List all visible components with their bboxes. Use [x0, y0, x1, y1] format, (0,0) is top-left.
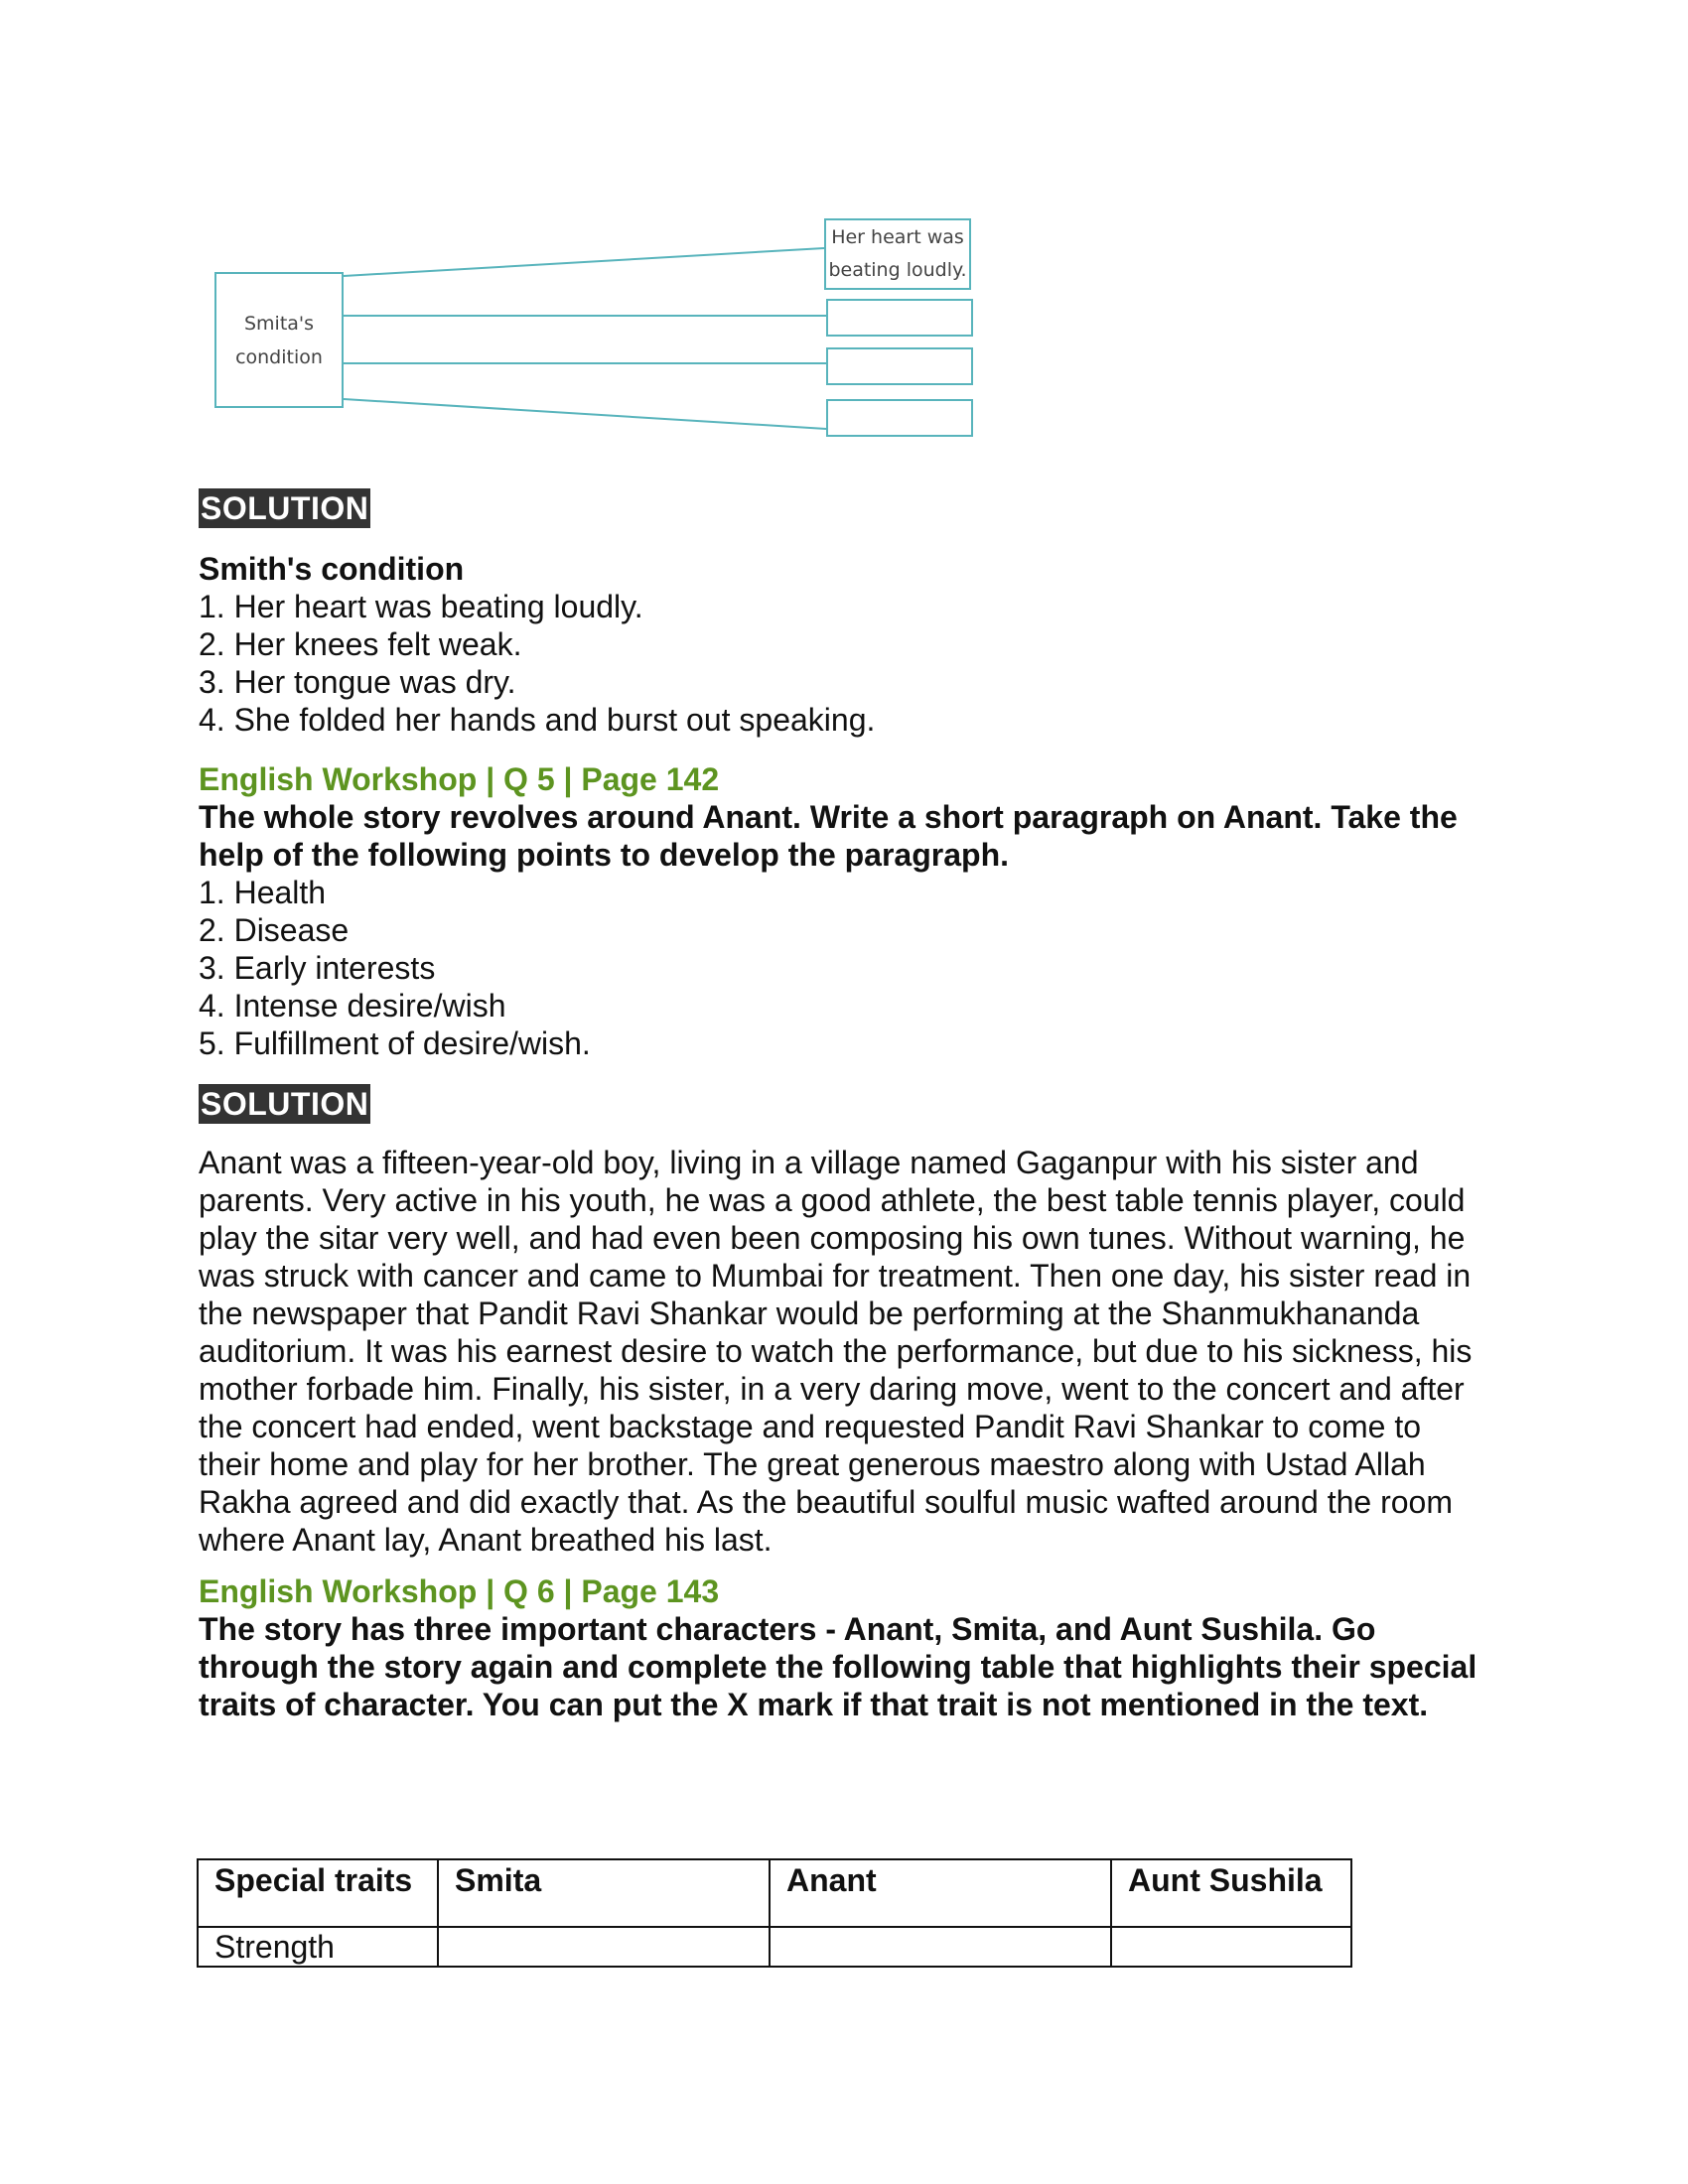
list-item: 3. Her tongue was dry.: [199, 664, 516, 700]
section3-title: English Workshop | Q 6 | Page 143: [199, 1573, 720, 1609]
connector-line-1: [344, 248, 824, 276]
list-item: 2. Her knees felt weak.: [199, 626, 522, 662]
diagram-center-line-2: condition: [235, 345, 323, 368]
diagram-output-box-3: [826, 347, 973, 385]
table-cell: [438, 1927, 770, 1967]
list-item: 1. Her heart was beating loudly.: [199, 589, 643, 624]
table-header-cell: Anant: [770, 1859, 1111, 1927]
section1-heading: Smith's condition: [199, 551, 465, 587]
connector-line-4: [344, 399, 826, 429]
list-item: 2. Disease: [199, 912, 350, 948]
section2-question: The whole story revolves around Anant. Write a short paragraph on Anant. Take the help of the following points to develop the paragraph.: [199, 799, 1458, 873]
list-item: 4. She folded her hands and burst out speaking.: [199, 702, 876, 738]
diagram-center-box: [214, 272, 344, 408]
diagram-output-1-line-2: beating loudly.: [828, 259, 967, 281]
diagram-output-box-4: [826, 399, 973, 437]
solution-label-1: SOLUTION: [201, 490, 369, 526]
traits-table: [197, 1858, 1352, 1968]
table-cell: [1111, 1927, 1351, 1967]
section3-question: The story has three important characters - Anant, Smita, and Aunt Sushila. Go through the story again and complete the following table that highlights their special traits of character. You can put the X mark if that trait is not mentioned in the text.: [199, 1611, 1477, 1722]
list-item: 5. Fulfillment of desire/wish.: [199, 1025, 591, 1061]
table-header-row: [198, 1859, 1351, 1927]
table-header-cell: Aunt Sushila: [1111, 1859, 1351, 1927]
condition-diagram: [209, 212, 1015, 451]
list-item: 4. Intense desire/wish: [199, 988, 506, 1024]
diagram-output-box-2: [826, 299, 973, 337]
list-item: 3. Early interests: [199, 950, 436, 986]
table-header-cell: Special traits: [198, 1859, 438, 1927]
diagram-output-box-1: [824, 218, 971, 290]
table-cell: Strength: [198, 1927, 438, 1967]
table-cell: [770, 1927, 1111, 1967]
solution-1-row: [199, 488, 1489, 528]
diagram-center-line-1: Smita's: [243, 312, 315, 335]
solution-2-row: [199, 1084, 1489, 1124]
table-header-cell: Smita: [438, 1859, 770, 1927]
list-item: 1. Health: [199, 875, 327, 910]
section2-answer: Anant was a fifteen-year-old boy, living in a village named Gaganpur with his sister and parents. Very active in his youth, he was a good athlete, the best table tennis player, could play the sitar very well, and had even been composing his own tunes. Without warning, he was struck with cancer and came to Mumbai for treatment. Then one day, his sister read in the newspaper that Pandit Ravi Shankar would be performing at the Shanmukhananda auditorium. It was his earnest desire to watch the performance, but due to his sickness, his mother forbade him. Finally, his sister, in a very daring move, went to the concert and after the concert had ended, went backstage and requested Pandit Ravi Shankar to come to their home and play for her brother. The great generous maestro along with Ustad Allah Rakha agreed and did exactly that. As the beautiful soulful music wafted around the room where Anant lay, Anant breathed his last.: [199, 1145, 1473, 1558]
document-content: [199, 488, 1489, 1723]
section1-list: [199, 588, 1489, 739]
solution-label-2: SOLUTION: [201, 1086, 369, 1122]
section2-list: [199, 874, 1489, 1062]
section2-title: English Workshop | Q 5 | Page 142: [199, 761, 720, 797]
table-row: [198, 1927, 1351, 1967]
diagram-output-1-line-1: Her heart was: [831, 226, 964, 248]
